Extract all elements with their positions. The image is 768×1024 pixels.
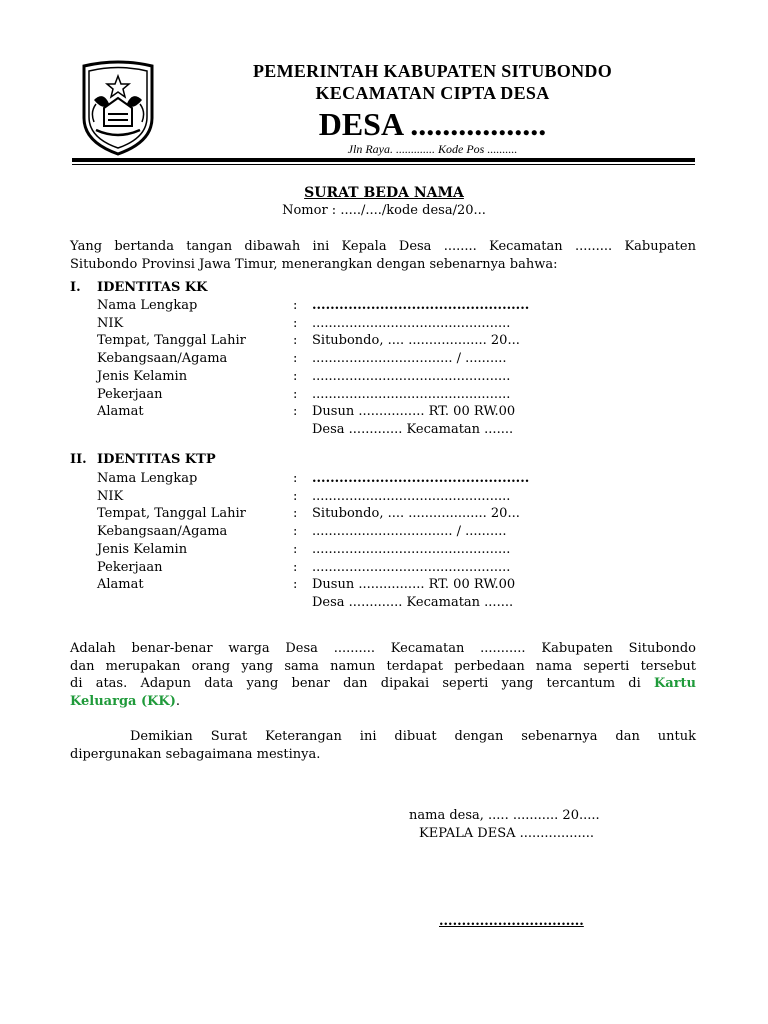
field-colon: :: [293, 488, 298, 504]
field-colon: :: [293, 559, 298, 575]
field-label: Jenis Kelamin: [97, 368, 188, 384]
identity-row: [97, 332, 557, 350]
field-value: Situbondo, .... ................... 20...: [312, 333, 520, 349]
field-value: ................................................: [312, 488, 511, 504]
field-value: Situbondo, .... ................... 20...: [312, 506, 520, 522]
field-colon: :: [293, 404, 298, 420]
field-value: ................................................: [312, 471, 530, 486]
address-line-2: Desa ............. Kecamatan .......: [312, 421, 514, 437]
identity-row: [97, 350, 557, 368]
identity-row: [97, 541, 557, 559]
field-colon: :: [293, 368, 298, 384]
kartu-highlight: Kartu: [653, 676, 696, 692]
coat-of-arms-logo: [80, 60, 156, 156]
identity-row: [97, 559, 557, 577]
field-colon: :: [293, 506, 298, 522]
address-line-2-row: [97, 421, 557, 439]
closing-line-1: Adalah benar-benar warga Desa .......... Kecamatan ........... Kabupaten Situbondo: [70, 641, 696, 656]
section-kk-title: IDENTITAS KK: [97, 280, 208, 295]
closing-period: .: [175, 693, 181, 709]
field-colon: :: [293, 577, 298, 593]
field-label: Kebangsaan/Agama: [97, 524, 228, 540]
header-divider-thick: [72, 158, 695, 162]
letter-number: Nomor : ...../..../kode desa/20...: [282, 203, 486, 218]
field-colon: :: [293, 351, 298, 367]
statement-paragraph: [70, 728, 696, 763]
intro-line-2: Situbondo Provinsi Jawa Timur, menerangkan dengan sebenarnya bahwa:: [70, 256, 558, 272]
field-value: Dusun ................ RT. 00 RW.00: [312, 404, 516, 420]
field-label: NIK: [97, 315, 124, 331]
field-value: Dusun ................ RT. 00 RW.00: [312, 577, 516, 593]
government-name: PEMERINTAH KABUPATEN SITUBONDO: [252, 61, 613, 81]
field-value: ................................................: [312, 315, 511, 331]
section-ktp-title: IDENTITAS KTP: [97, 452, 216, 467]
signature-place-date: nama desa, ..... ........... 20.....: [409, 808, 600, 823]
field-label: Alamat: [97, 404, 144, 420]
field-value: ................................................: [312, 368, 511, 384]
closing-line-2: dan merupakan orang yang sama namun terdapat perbedaan nama seperti tersebut: [70, 658, 696, 674]
identity-row: [97, 505, 557, 523]
field-label: Alamat: [97, 577, 144, 593]
field-label: Pekerjaan: [97, 559, 163, 575]
closing-line-3-text: di atas. Adapun data yang benar dan dipakai seperti yang tercantum di: [70, 676, 641, 692]
district-name: KECAMATAN CIPTA DESA: [315, 83, 550, 103]
signature-name: ................................: [439, 914, 584, 929]
field-colon: :: [293, 333, 298, 349]
field-colon: :: [293, 471, 298, 486]
section-kk-number: I.: [70, 280, 81, 295]
identity-row: [97, 315, 557, 333]
field-label: Kebangsaan/Agama: [97, 351, 228, 367]
field-value: ................................................: [312, 386, 511, 402]
section-ktp-heading: [70, 452, 216, 467]
field-label: NIK: [97, 488, 124, 504]
intro-line-1: Yang bertanda tangan dibawah ini Kepala Desa ........ Kecamatan ......... Kabupaten: [70, 239, 696, 254]
intro-paragraph: [70, 238, 696, 273]
field-value: ................................................: [312, 541, 511, 557]
header-divider-thin: [72, 164, 695, 165]
village-name: DESA .................: [318, 106, 547, 142]
identity-row: [97, 386, 557, 404]
closing-line-4: [70, 693, 696, 711]
keluarga-kk-highlight: Keluarga (KK): [70, 693, 176, 709]
field-value: ................................................: [312, 559, 511, 575]
field-label: Jenis Kelamin: [97, 541, 188, 557]
identity-row: [97, 576, 557, 594]
address-line-2: Desa ............. Kecamatan .......: [312, 594, 514, 610]
section-kk-heading: [70, 280, 207, 295]
identity-row: [97, 523, 557, 541]
letterhead: [160, 60, 705, 156]
village-address: Jln Raya. ............. Kode Pos ..........: [347, 142, 518, 156]
field-colon: :: [293, 541, 298, 557]
field-value: .................................. / ..........: [312, 351, 507, 367]
field-value: ................................................: [312, 298, 530, 313]
field-colon: :: [293, 298, 298, 313]
letter-title: SURAT BEDA NAMA: [304, 185, 464, 201]
field-label: Nama Lengkap: [97, 298, 198, 313]
field-colon: :: [293, 386, 298, 402]
field-label: Nama Lengkap: [97, 471, 198, 486]
field-colon: :: [293, 315, 298, 331]
closing-paragraph: [70, 640, 696, 710]
identity-row: [97, 297, 557, 315]
section-ktp-number: II.: [70, 452, 87, 467]
identity-row: [97, 470, 557, 488]
field-label: Pekerjaan: [97, 386, 163, 402]
field-colon: :: [293, 524, 298, 540]
field-value: .................................. / ..........: [312, 524, 507, 540]
identity-row: [97, 403, 557, 421]
statement-line-2: dipergunakan sebagaimana mestinya.: [70, 746, 321, 762]
field-label: Tempat, Tanggal Lahir: [97, 333, 246, 349]
field-label: Tempat, Tanggal Lahir: [97, 506, 246, 522]
identity-row: [97, 488, 557, 506]
identity-row: [97, 368, 557, 386]
closing-line-3: [70, 675, 696, 693]
statement-line-1: Demikian Surat Keterangan ini dibuat dengan sebenarnya dan untuk: [130, 729, 696, 744]
signature-position: KEPALA DESA ..................: [419, 826, 595, 841]
address-line-2-row: [97, 594, 557, 612]
